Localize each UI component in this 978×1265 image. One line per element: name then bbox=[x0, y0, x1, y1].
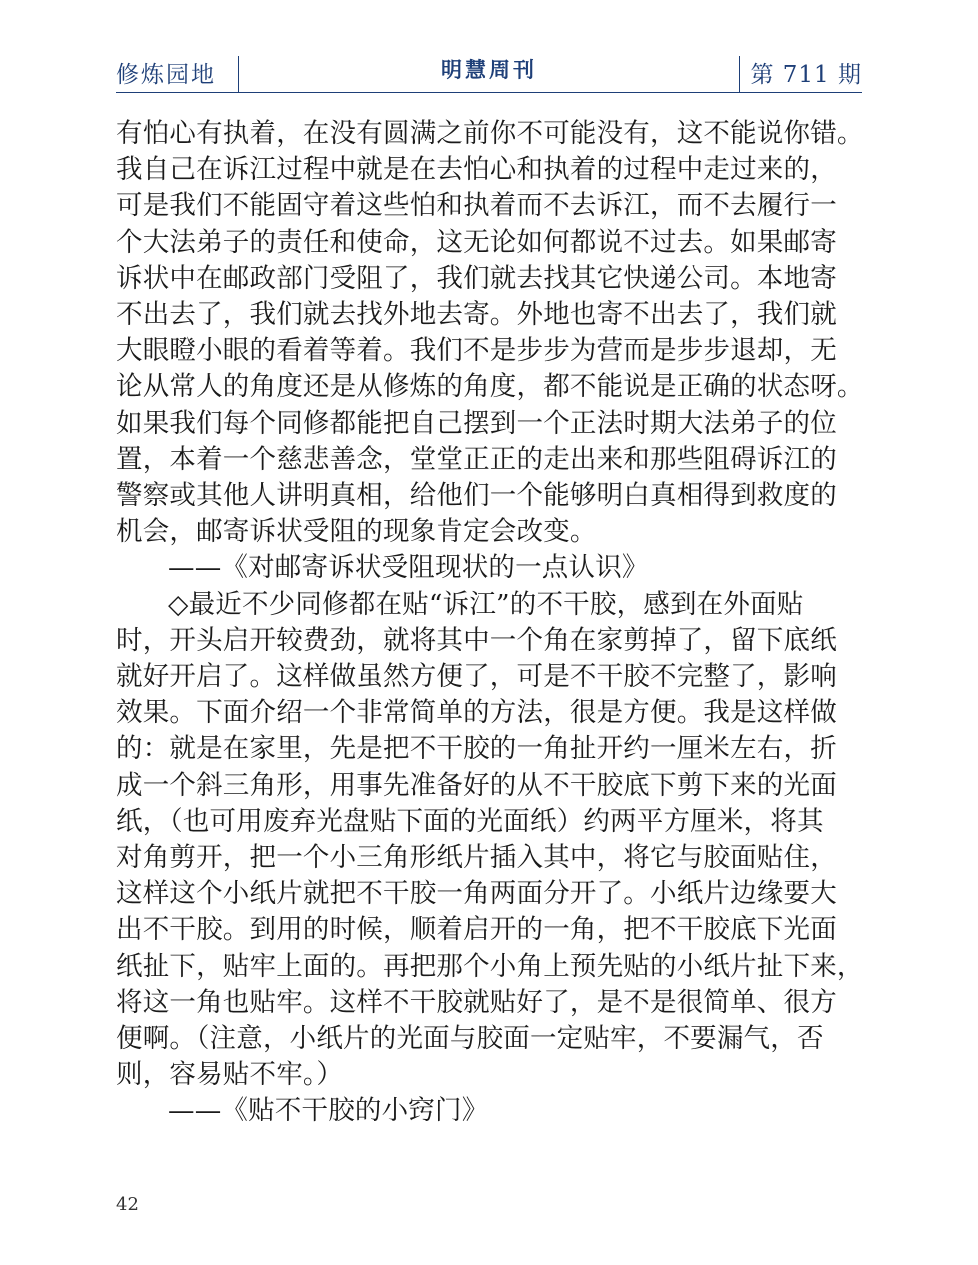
text-line: 个大法弟子的责任和使命，这无论如何都说不过去。如果邮寄 bbox=[116, 226, 837, 258]
text-line: 不出去了，我们就去找外地去寄。外地也寄不出去了，我们就 bbox=[116, 299, 837, 331]
text-line: 诉状中在邮政部门受阻了，我们就去找其它快递公司。本地寄 bbox=[116, 262, 837, 294]
page-header bbox=[116, 48, 862, 93]
text-line: 纸，（也可用废弃光盘贴下面的光面纸）约两平方厘米，将其 bbox=[116, 805, 824, 837]
text-line: 可是我们不能固守着这些怕和执着而不去诉江，而不去履行一 bbox=[116, 190, 837, 222]
text-line: 效果。下面介绍一个非常简单的方法，很是方便。我是这样做 bbox=[116, 697, 837, 729]
text-line: 这样这个小纸片就把不干胶一角两面分开了。小纸片边缘要大 bbox=[116, 878, 837, 910]
text-line: 置，本着一个慈悲善念，堂堂正正的走出来和那些阻碍诉江的 bbox=[116, 443, 837, 475]
text-line: 则，容易贴不牢。） bbox=[116, 1059, 344, 1091]
text-line: 成一个斜三角形，用事先准备好的从不干胶底下剪下来的光面 bbox=[116, 769, 837, 801]
text-line: 就好开启了。这样做虽然方便了，可是不干胶不完整了，影响 bbox=[116, 661, 837, 693]
text-line: 的：就是在家里，先是把不干胶的一角扯开约一厘米左右，折 bbox=[116, 733, 837, 765]
section-title: 修炼园地 bbox=[116, 62, 216, 88]
publication-title: 明慧周刊 bbox=[441, 58, 537, 82]
text-line: 机会，邮寄诉状受阻的现象肯定会改变。 bbox=[116, 516, 597, 548]
text-line: 出不干胶。到用的时候，顺着启开的一角，把不干胶底下光面 bbox=[116, 914, 837, 946]
header-divider-right bbox=[739, 56, 740, 92]
text-line: 如果我们每个同修都能把自己摆到一个正法时期大法弟子的位 bbox=[116, 407, 837, 439]
text-line: 纸扯下，贴牢上面的。再把那个小角上预先贴的小纸片扯下来， bbox=[116, 950, 864, 982]
text-line: 将这一角也贴牢。这样不干胶就贴好了，是不是很简单、很方 bbox=[116, 986, 837, 1018]
text-line: 论从常人的角度还是从修炼的角度，都不能说是正确的状态呀。 bbox=[116, 371, 864, 403]
text-line: 警察或其他人讲明真相，给他们一个能够明白真相得到救度的 bbox=[116, 480, 837, 512]
text-line: 我自己在诉江过程中就是在去怕心和执着的过程中走过来的， bbox=[116, 154, 837, 186]
page-number: 42 bbox=[116, 1194, 139, 1215]
article-body bbox=[116, 116, 866, 1130]
text-line: 有怕心有执着，在没有圆满之前你不可能没有，这不能说你错。 bbox=[116, 118, 864, 149]
text-line: ◇最近不少同修都在贴“诉江”的不干胶，感到在外面贴 bbox=[168, 588, 804, 620]
text-line: 大眼瞪小眼的看着等着。我们不是步步为营而是步步退却，无 bbox=[116, 335, 837, 367]
text-line: 对角剪开，把一个小三角形纸片插入其中，将它与胶面贴住， bbox=[116, 842, 837, 874]
text-line: 便啊。（注意，小纸片的光面与胶面一定贴牢，不要漏气，否 bbox=[116, 1023, 824, 1055]
article-citation: ——《对邮寄诉状受阻现状的一点认识》 bbox=[168, 552, 649, 584]
issue-number: 第 711 期 bbox=[750, 62, 862, 88]
text-line: 时，开头启开较费劲，就将其中一个角在家剪掉了，留下底纸 bbox=[116, 624, 837, 656]
article-citation: ——《贴不干胶的小窍门》 bbox=[168, 1095, 489, 1127]
